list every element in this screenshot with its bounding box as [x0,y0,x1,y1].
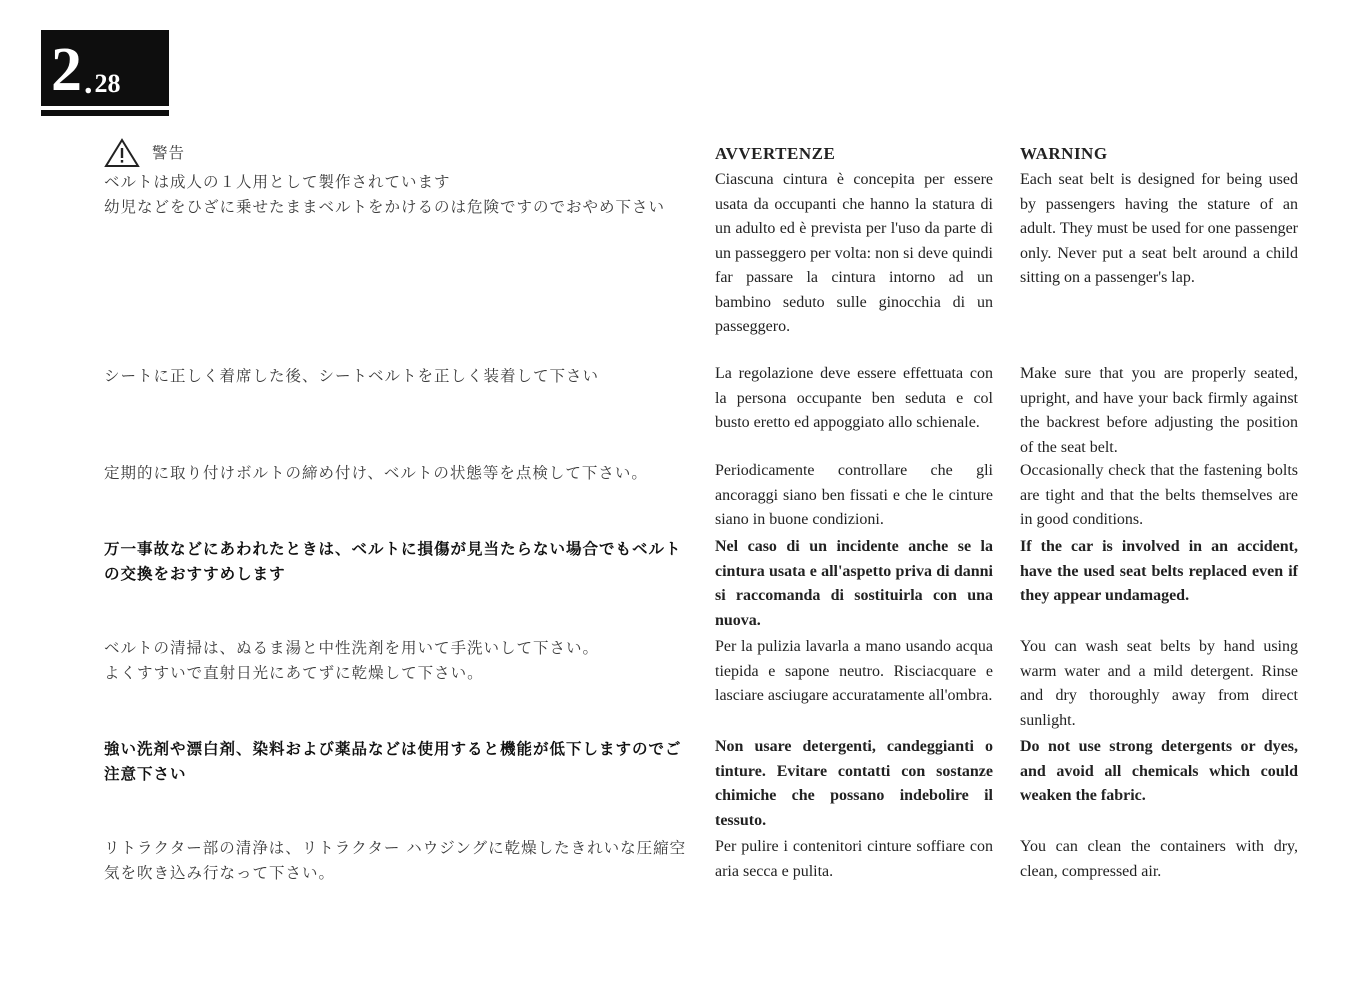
en-block-3: Occasionally check that the fastening bolts are tight and that the belts themselves are in good conditions. [1020,462,1298,528]
en-block-7: You can clean the containers with dry, clean, compressed air. [1020,838,1298,880]
jp-block-7: リトラクター部の清浄は、リトラクター ハウジングに乾燥したきれいな圧縮空気を吹き込み行なって下さい。 [104,839,687,882]
page-number: 28 [94,69,121,98]
en-block-4: If the car is involved in an accident, have the used seat belts replaced even if they appear undamaged. [1020,538,1298,604]
chapter-separator: . [84,64,93,101]
jp-block-4: 万一事故などにあわれたときは、ベルトに損傷が見当たらない場合でもベルトの交換をおすすめします [104,540,682,583]
jp-block-5: ベルトの清掃は、ぬるま湯と中性洗剤を用いて手洗いして下さい。 よくすすいで直射日光にあてずに乾燥して下さい。 [104,639,600,682]
it-block-5: Per la pulizia lavarla a mano usando acqua tiepida e sapone neutro. Risciacquare e lasciare asciugare accuratamente all'ombra. [715,638,993,704]
en-heading: WARNING [1020,144,1108,163]
warning-triangle-icon [104,138,140,168]
en-block-2: Make sure that you are properly seated, upright, and have your back firmly against the backrest before adjusting the position of the seat belt. [1020,365,1298,456]
chapter-number: 2 [51,36,82,104]
en-block-6: Do not use strong detergents or dyes, and avoid all chemicals which could weaken the fabric. [1020,738,1298,804]
it-block-2: La regolazione deve essere effettuata con la persona occupante ben seduta e col busto eretto ed appoggiato allo schienale. [715,365,993,431]
en-block-1: Each seat belt is designed for being used by passengers having the stature of an adult. They must be used for one passenger only. Never put a seat belt around a child sitting on a passenger's lap. [1020,171,1298,286]
en-block-5: You can wash seat belts by hand using warm water and a mild detergent. Rinse and dry thoroughly away from direct sunlight. [1020,638,1298,729]
badge-underline [41,110,169,116]
it-block-3: Periodicamente controllare che gli ancoraggi siano ben fissati e che le cinture siano in buone condizioni. [715,462,993,528]
jp-block-3: 定期的に取り付けボルトの締め付け、ベルトの状態等を点検して下さい。 [104,464,648,482]
it-block-1: Ciascuna cintura è concepita per essere usata da occupanti che hanno la statura di un adulto ed è prevista per l'uso da parte di un passeggero per volta: non si deve quindi far passare la cintura intorno ad un bambino seduto sulle ginocchia di un passeggero. [715,171,993,335]
it-heading: AVVERTENZE [715,144,836,163]
it-block-7: Per pulire i contenitori cinture soffiare con aria secca e pulita. [715,838,993,880]
jp-block-6: 強い洗剤や漂白剤、染料および薬品などは使用すると機能が低下しますのでご注意下さい [104,740,682,783]
jp-block-2: シートに正しく着席した後、シートベルトを正しく装着して下さい [104,367,600,385]
jp-block-1: ベルトは成人の１人用として製作されています 幼児などをひざに乗せたままベルトをかけるのは危険ですのでおやめ下さい [104,173,666,216]
page-number-badge [41,30,169,106]
jp-warning-heading-row [104,138,689,168]
it-block-4: Nel caso di un incidente anche se la cintura usata e all'aspetto priva di danni si raccomanda di sostituirla con una nuova. [715,538,993,629]
it-block-6: Non usare detergenti, candeggianti o tinture. Evitare contatti con sostanze chimiche che possano indebolire il tessuto. [715,738,993,829]
jp-heading: 警告 [152,143,186,162]
